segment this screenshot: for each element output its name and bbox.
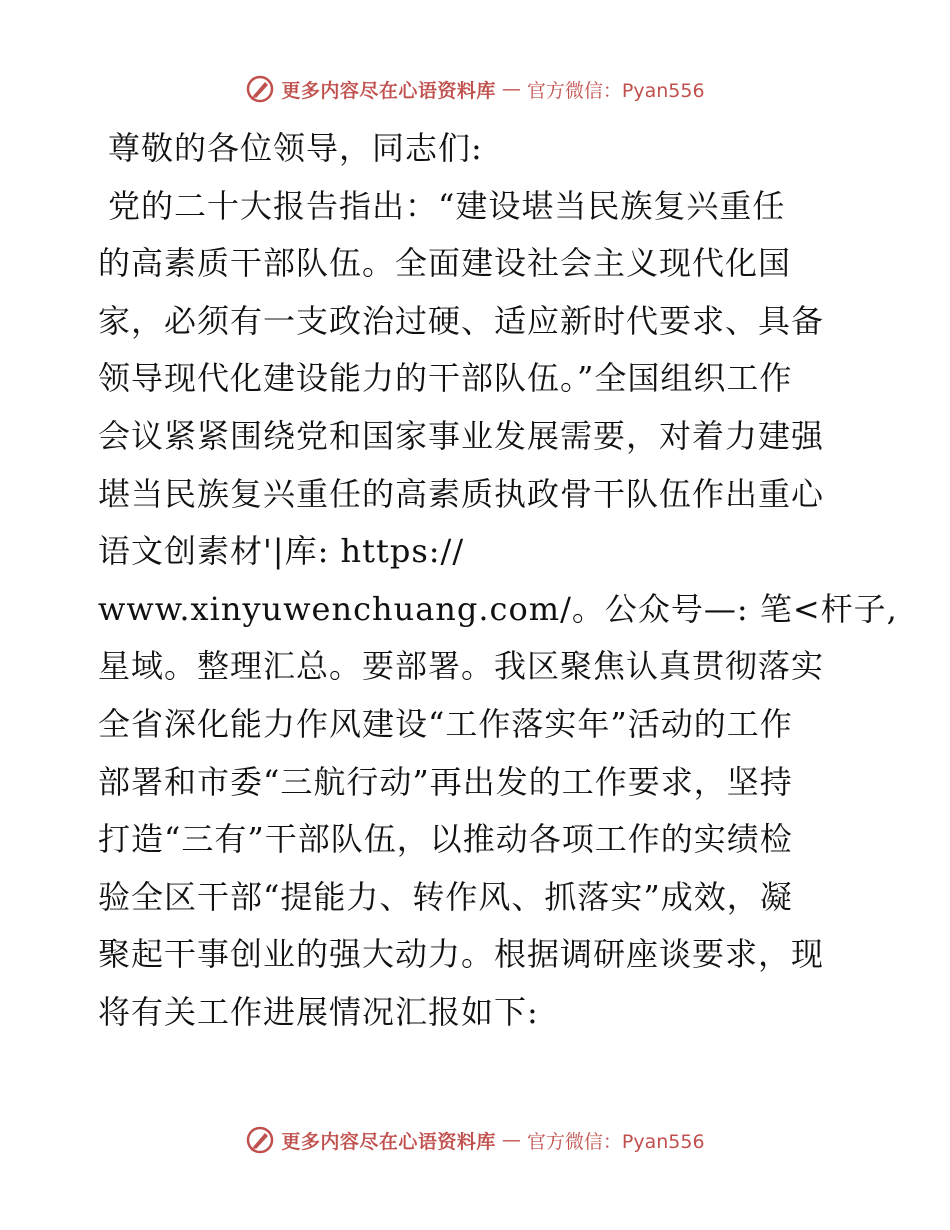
- watermark-contact: 官方微信：Pyan556: [526, 1130, 705, 1153]
- body-line: 堪当民族复兴重任的高素质执政骨干队伍作出重心: [98, 474, 825, 513]
- body-line: 会议紧紧围绕党和国家事业发展需要，对着力建强: [98, 416, 825, 455]
- footer-watermark: [0, 1125, 950, 1155]
- body-line: 的高素质干部队伍。全面建设社会主义现代化国: [98, 244, 792, 283]
- watermark-text: 更多内容尽在心语资料库: [281, 79, 496, 102]
- fountain-pen-logo-icon: [245, 74, 275, 104]
- body-line: 打造“三有”干部队伍，以推动各项工作的实绩检: [98, 820, 793, 859]
- body-line: 语文创素材'|库: https://: [98, 532, 465, 571]
- body-line: 领导现代化建设能力的干部队伍。”全国组织工作: [98, 359, 793, 398]
- salutation-line: 尊敬的各位领导，同志们:: [108, 129, 483, 167]
- body-line: 家，必须有一支政治过硬、适应新时代要求、具备: [98, 301, 825, 340]
- header-watermark: [0, 74, 950, 104]
- watermark-contact: 官方微信：Pyan556: [526, 79, 705, 102]
- document-body: [98, 120, 898, 1042]
- fountain-pen-logo-icon: [245, 1125, 275, 1155]
- body-line: www.xinyuwenchuang.com/。公众号—: 笔<杆子,: [98, 589, 898, 628]
- body-line: 将有关工作进展情况汇报如下:: [98, 992, 539, 1031]
- watermark-text: 更多内容尽在心语资料库: [281, 1130, 496, 1153]
- body-line: 聚起干事创业的强大动力。根据调研座谈要求，现: [98, 935, 825, 974]
- body-line: 全省深化能力作风建设“工作落实年”活动的工作: [98, 704, 793, 743]
- body-line: 党的二十大报告指出：“建设堪当民族复兴重任: [108, 186, 786, 225]
- body-line: 部署和市委“三航行动”再出发的工作要求，坚持: [98, 762, 793, 801]
- watermark-separator: —: [501, 1129, 521, 1151]
- body-line: 星域。整理汇总。要部署。我区聚焦认真贯彻落实: [98, 647, 825, 686]
- watermark-separator: —: [501, 78, 521, 100]
- body-line: 验全区干部“提能力、转作风、抓落实”成效，凝: [98, 877, 793, 916]
